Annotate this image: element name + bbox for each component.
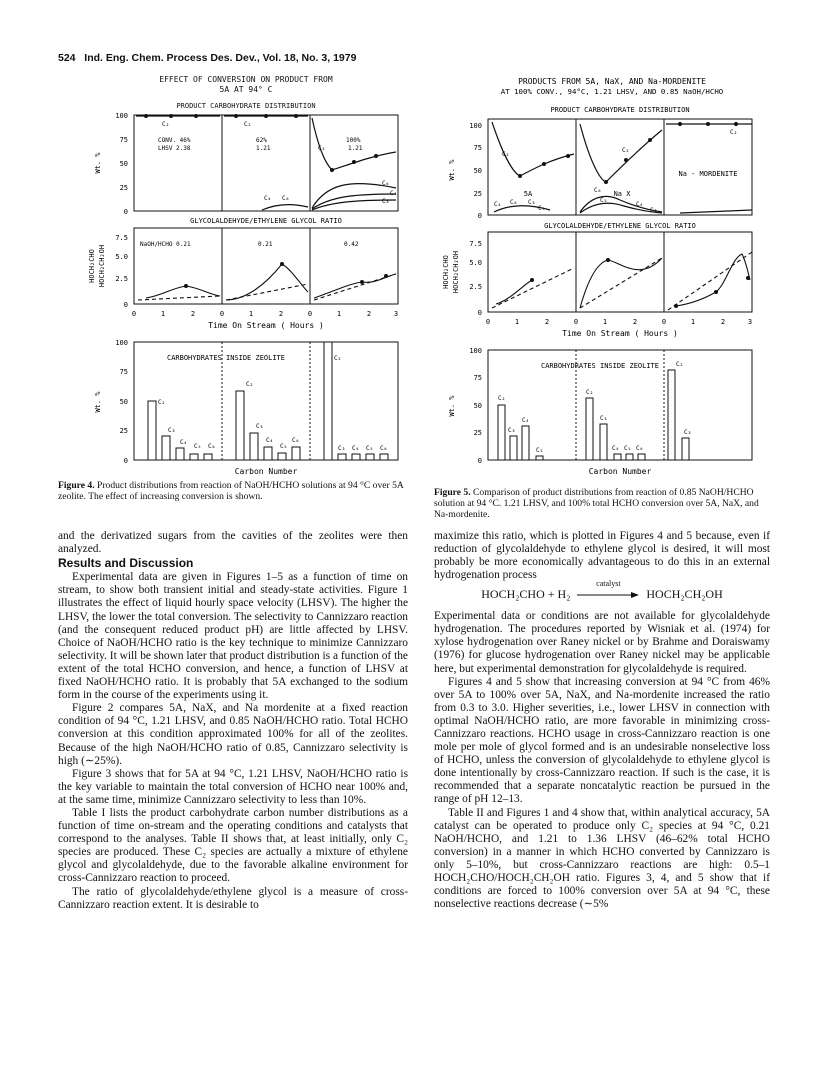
bar	[162, 436, 170, 460]
fig4-panel2-curves	[138, 264, 396, 300]
fig5-panel3-bars	[498, 370, 692, 460]
fig5-xtick: 2	[720, 318, 726, 326]
bar-label: C₅	[280, 443, 288, 450]
fig4-ratio-label-1: NaOH/HCHO 0.21	[140, 241, 191, 248]
fig4-sec2-c2-label: C₂	[244, 121, 252, 128]
fig5-ratio-solid-mordenite	[676, 254, 750, 306]
fig5-p3-ytick-75: 75	[473, 374, 482, 382]
equation-catalyst-label: catalyst	[596, 579, 621, 589]
fig5-panel1-labels	[524, 170, 738, 198]
point	[648, 138, 652, 142]
fig4-p3-ytick-50: 50	[119, 398, 128, 406]
bar	[204, 454, 212, 460]
fig5-xtick: 0	[485, 318, 491, 326]
point	[530, 278, 534, 282]
fig5-panel2-ylabel-numerator: HOCH₂CHO	[442, 255, 450, 289]
fig4-ratio-dashed-3	[314, 274, 396, 300]
point	[734, 122, 738, 126]
fig4-p1-ytick-0: 0	[123, 208, 128, 216]
left-paragraph-5: The ratio of glycolaldehyde/ethylene glycol is a measure of cross-Cannizzaro reaction extent. It is desirable to	[58, 885, 408, 911]
bar-label: C₃	[508, 427, 516, 434]
fig5-panel2-title: GLYCOLALDEHYDE/ETHYLENE GLYCOL RATIO	[544, 222, 696, 230]
fig5-panel2-frame	[488, 232, 752, 312]
point	[606, 258, 610, 262]
fig5-5a-c2-curve	[492, 122, 574, 176]
bar	[510, 436, 517, 460]
bar-label: C₂	[676, 361, 684, 368]
fig4-sec2-label-conv: 62%	[256, 137, 267, 144]
bar	[586, 398, 593, 460]
bar	[148, 401, 156, 460]
figure-4-titles	[159, 75, 333, 110]
fig4-xticks	[132, 310, 398, 318]
fig4-sec3-label-lhsv: 1.21	[348, 145, 363, 152]
hydrogenation-equation	[434, 579, 770, 602]
fig4-sec3-c6-label: C₆	[382, 180, 390, 187]
fig4-sec1-c2-label: C₂	[162, 121, 170, 128]
bar-label: C₂	[158, 399, 166, 406]
fig5-panel2-ylabel-denominator: HOCH₂CH₂OH	[452, 250, 460, 294]
fig5-ratio-solid-5a	[496, 280, 532, 304]
series-label: C₂	[622, 147, 630, 154]
point	[384, 274, 388, 278]
section-heading-results: Results and Discussion	[58, 556, 194, 571]
bar	[536, 456, 543, 460]
bar	[380, 454, 388, 460]
bar-label: C₂	[586, 389, 594, 396]
fig5-panel2-yticks	[469, 240, 482, 317]
equation-reactants: HOCH₂CHO + H₂	[481, 587, 571, 602]
fig4-sec3-c3-label: C₃	[382, 198, 390, 205]
fig5-panel3-yticks	[469, 347, 482, 465]
bar-label: C₃	[256, 423, 264, 430]
fig4-sec1-label-lhsv: LHSV 2.38	[158, 145, 191, 152]
fig5-p3-ytick-25: 25	[473, 429, 482, 437]
fig4-xtick: 2	[278, 310, 284, 318]
figure-5-caption-label: Figure 5.	[434, 487, 471, 498]
page-number: 524	[58, 52, 76, 64]
bar	[626, 454, 633, 460]
bar-label: C₄	[352, 445, 360, 452]
fig4-xtick: 1	[336, 310, 342, 318]
bar	[236, 391, 244, 460]
right-column	[434, 530, 770, 911]
fig5-mordenite-minor-curve	[680, 210, 752, 213]
fig4-p3-ytick-25: 25	[119, 427, 128, 435]
bar	[614, 454, 621, 460]
bar-label: C₅	[194, 443, 202, 450]
point	[714, 290, 718, 294]
point	[184, 284, 188, 288]
fig4-panel2-title: GLYCOLALDEHYDE/ETHYLENE GLYCOL RATIO	[190, 217, 342, 225]
fig4-p2-ytick-7.5: 7.5	[115, 234, 128, 242]
point	[352, 160, 356, 164]
bar	[190, 454, 198, 460]
fig5-xtick: 1	[514, 318, 520, 326]
point	[542, 162, 546, 166]
fig4-p3-ytick-100: 100	[115, 339, 128, 347]
fig5-p2-ytick-2.5: 2.5	[469, 283, 482, 291]
point	[330, 168, 334, 172]
bar-label: C₆	[636, 445, 644, 452]
bar	[600, 424, 607, 460]
left-paragraph-1: Experimental data are given in Figures 1–5 as a function of time on stream, to show both transient initial and steady-state activities. Figure 1 illustrates the effect of liquid hourly space velocity (LHSV). The higher the LHSV, the lower the total conversion. The selectivity to Cannizzaro reaction (and the consequent reduced product pH) are little affected by LHSV. Choice of NaOH/HCHO ratio is the key technique to minimize Cannizzaro selectivity. It will be shown later that product distribution is a function of the extent of the total HCHO conversion, and hence, a function of LHSV at fixed NaOH/HCHO ratio. It is probably that 5A exchanged to the sodium form in the course of the experiments using it.	[58, 571, 408, 702]
fig5-p2-ytick-5.0: 5.0	[469, 259, 482, 267]
fig5-p3-ytick-0: 0	[477, 457, 482, 465]
point	[280, 262, 284, 266]
bar	[250, 433, 258, 460]
figure-5	[440, 72, 760, 482]
bar-label: C₃	[168, 427, 176, 434]
fig4-sec3-label-conv: 100%	[346, 137, 361, 144]
fig5-p2-ytick-0: 0	[477, 309, 482, 317]
fig4-sec2-c4-label: C₄	[264, 195, 272, 202]
fig4-panel1-ylabel: Wt. %	[94, 152, 102, 174]
series-label: C₄	[636, 201, 644, 208]
bar-label: C₅	[366, 445, 374, 452]
fig5-p1-ytick-75: 75	[473, 144, 482, 152]
running-header	[58, 52, 356, 64]
fig4-p2-ytick-2.5: 2.5	[115, 275, 128, 283]
figure-5-title-line2: AT 100% CONV., 94°C, 1.21 LHSV, AND 0.85 NaOH/HCHO	[500, 87, 724, 96]
fig4-xtick: 0	[219, 310, 225, 318]
bar-label: C₆	[208, 443, 216, 450]
equation-product: HOCH₂CH₂OH	[646, 587, 723, 602]
fig5-p3-ytick-100: 100	[469, 347, 482, 355]
bar	[278, 453, 286, 460]
right-paragraph-3: Figures 4 and 5 show that increasing conversion at 94 °C from 46% over 5A to 100% over 5A, NaX, and Na-mordenite increased the ratio from 0.3 to 3.0. Higher severities, i.e., lower LHSV in connection with optimal NaOH/HCHO ratio, are more favorable in minimizing cross-Cannizzaro reactions. HCHO usage in cross-Cannizzaro reaction is one mole per mole of glycol formed and is an undesirable nonselective loss of HCHO, unless the conversion of glycolaldehyde to ethylene glycol is done intentionally by cross-Cannizzaro reaction. If such is the case, it is recommended that a separate noncatalytic reaction be pursued in the range of pH 12–13.	[434, 675, 770, 806]
figure-5-caption	[434, 487, 770, 520]
bar-label: C₃	[338, 445, 346, 452]
fig4-sec1-label-conv: CONV. 46%	[158, 137, 191, 144]
bar-label: C₆	[292, 437, 300, 444]
bar-label: C₆	[380, 445, 388, 452]
fig5-xtick: 3	[747, 318, 753, 326]
fig5-p3-ytick-50: 50	[473, 402, 482, 410]
point	[360, 280, 364, 284]
figure-5-title-line1: PRODUCTS FROM 5A, NaX, AND Na-MORDENITE	[518, 77, 706, 86]
fig5-panel3-ylabel: Wt. %	[448, 395, 456, 417]
fig4-sec2-c6-label: C₆	[282, 195, 290, 202]
figure-4	[86, 70, 406, 480]
fig4-panel2-ylabel-numerator: HOCH₂CHO	[88, 249, 96, 283]
fig4-xtick: 0	[131, 310, 137, 318]
bar	[638, 454, 645, 460]
bar-label: C₂	[334, 355, 342, 362]
fig4-p1-ytick-25: 25	[119, 184, 128, 192]
figure-5-caption-text: Comparison of product distributions from reaction of 0.85 NaOH/HCHO solution at 94 °C. 1.21 LHSV, and 100% total HCHO conversion over 5A, NaX, and Na-mordenite.	[434, 487, 759, 520]
series-label: C₃	[528, 199, 536, 206]
bar	[668, 370, 675, 460]
bar	[338, 454, 346, 460]
series-label: C₅	[600, 197, 608, 204]
figure-4-caption	[58, 480, 408, 502]
fig4-panel3-yticks	[115, 339, 128, 465]
fig4-ratio-solid-2	[226, 264, 308, 300]
point	[264, 114, 268, 118]
bar-label: C₂	[246, 381, 254, 388]
bar-label: C₄	[522, 417, 530, 424]
series-label: C₆	[510, 199, 518, 206]
fig4-xtick: 1	[248, 310, 254, 318]
left-paragraph-3: Figure 3 shows that for 5A at 94 °C, 1.21 LHSV, NaOH/HCHO ratio is the key variable to maintain the total conversion of HCHO near 100% and, at the same time, minimize Cannizzaro selectivity to less than 10%.	[58, 767, 408, 806]
right-paragraph-4: Table II and Figures 1 and 4 show that, within analytical accuracy, 5A catalyst can be operated to produce only C₂ species at 94 °C, 0.21 NaOH/HCHO, and 1.21 to 1.36 LHSV (46–62% total HCHO conversion) in a manner in which HCHO converted by Cannizzaro is only 5–10%, but cross-Cannizzaro reactions are high: 0.5–1 HOCH₂CHO/HOCH₂CH₂OH ratio. Figures 3, 4, and 5 show that if conditions are forced to 100% conversion over 5A at 94 °C, these nonselective reactions decrease (∼5%	[434, 806, 770, 911]
fig5-xtick: 2	[544, 318, 550, 326]
bar-label: C₃	[684, 429, 692, 436]
left-intro-paragraph: and the derivatized sugars from the cavities of the zeolites were then analyzed.	[58, 530, 408, 556]
fig4-ratio-dashed-2	[226, 284, 308, 300]
fig4-p3-ytick-0: 0	[123, 457, 128, 465]
figure-4-title-line1: EFFECT OF CONVERSION ON PRODUCT FROM	[159, 75, 333, 84]
fig5-panel3-bar-labels	[498, 361, 691, 454]
bar-label: C₅	[536, 447, 544, 454]
series-label: C₃	[650, 207, 658, 214]
fig4-panel2-ylabel-denominator: HOCH₂CH₂OH	[98, 244, 106, 288]
fig5-panel1-yticks	[469, 122, 482, 220]
fig4-ratio-label-3: 0.42	[344, 241, 359, 248]
fig5-panel2-points	[530, 258, 750, 308]
figure-5-titles	[501, 77, 724, 114]
bar	[522, 426, 529, 460]
point	[706, 122, 710, 126]
left-paragraph-4: Table I lists the product carbohydrate carbon number distributions as a function of time on-stream and the operating conditions and catalysts that correspond to the analyses. Table II shows that, at least initially, only C₂ species are produced. These C₂ species are actually a mixture of ethylene glycol and glycolaldehyde, due to the favorable alkaline environment for cross-Cannizzaro reaction to proceed.	[58, 806, 408, 885]
fig5-xtick: 0	[661, 318, 667, 326]
bar	[682, 438, 689, 460]
bar-label: C₄	[612, 445, 620, 452]
figure-4-caption-text: Product distributions from reaction of NaOH/HCHO solutions at 94 °C over 5A zeolite. The effect of increasing conversion is shown.	[58, 480, 404, 502]
fig5-p1-ytick-25: 25	[473, 190, 482, 198]
equation-arrow	[577, 579, 639, 602]
bar-label: C₂	[498, 395, 506, 402]
series-label: C₂	[502, 151, 510, 158]
fig5-cat-mordenite: Na - MORDENITE	[678, 170, 738, 178]
fig5-panel3-title: CARBOHYDRATES INSIDE ZEOLITE	[540, 362, 660, 370]
fig5-p2-ytick-7.5: 7.5	[469, 240, 482, 248]
fig4-sec2-label-lhsv: 1.21	[256, 145, 271, 152]
fig5-xtick: 1	[690, 318, 696, 326]
fig5-cat-nax: Na X	[613, 190, 631, 198]
point	[566, 154, 570, 158]
point	[374, 154, 378, 158]
fig5-xtick: 0	[573, 318, 579, 326]
fig4-xlabel: Time On Stream ( Hours )	[208, 321, 324, 330]
fig5-panel1-ylabel: Wt. %	[448, 159, 456, 181]
point	[518, 174, 522, 178]
fig4-panel3-title: CARBOHYDRATES INSIDE ZEOLITE	[166, 354, 286, 362]
reaction-arrow-icon	[577, 591, 639, 599]
fig4-panel1-labels	[158, 121, 397, 205]
fig5-panel3-xlabel: Carbon Number	[588, 467, 652, 476]
bar-label: C₅	[624, 445, 632, 452]
figure-4-title-line2: 5A AT 94° C	[219, 85, 273, 94]
bar	[176, 448, 184, 460]
fig4-p3-ytick-75: 75	[119, 368, 128, 376]
fig4-xtick: 2	[366, 310, 372, 318]
figure-4-caption-label: Figure 4.	[58, 480, 95, 491]
fig4-panel1-yticks	[115, 112, 128, 216]
left-paragraph-2: Figure 2 compares 5A, NaX, and Na mordenite at a fixed reaction condition of 94 °C, 1.21 LHSV, and 0.85 NaOH/HCHO ratio. Total HCHO conversion at this condition approximated 100% for all of the zeolites. Because of the high NaOH/HCHO ratio of 0.85, Cannizzaro selectivity is high (∼25%).	[58, 702, 408, 767]
fig4-panel3-xlabel: Carbon Number	[234, 467, 298, 476]
bar	[352, 454, 360, 460]
fig5-xtick: 1	[602, 318, 608, 326]
fig4-xtick: 1	[160, 310, 166, 318]
fig5-cat-5a: 5A	[523, 190, 533, 198]
fig5-xtick: 2	[632, 318, 638, 326]
bar	[264, 447, 272, 460]
series-label: C₆	[594, 187, 602, 194]
fig4-panel2-points	[184, 262, 388, 288]
fig5-ratio-dashed-5a	[492, 268, 574, 308]
point	[624, 158, 628, 162]
point	[234, 114, 238, 118]
fig5-p1-ytick-50: 50	[473, 167, 482, 175]
point	[604, 180, 608, 184]
fig4-panel2-frame	[134, 228, 398, 304]
fig4-panel3-ylabel: Wt. %	[94, 391, 102, 413]
bar	[366, 454, 374, 460]
fig4-sec3-c4-label: C₄	[390, 190, 398, 197]
series-label: C₄	[494, 201, 502, 208]
figure-4-panel1-title: PRODUCT CARBOHYDRATE DISTRIBUTION	[176, 102, 316, 110]
fig5-ratio-dashed-mordenite	[668, 252, 752, 310]
fig5-xticks	[486, 318, 752, 326]
fig4-sec3-c2-label: C₂	[318, 145, 326, 152]
fig4-panel2-ratio-labels	[140, 241, 359, 248]
fig4-xtick: 2	[190, 310, 196, 318]
fig4-ratio-label-2: 0.21	[258, 241, 273, 248]
right-paragraph-1: maximize this ratio, which is plotted in Figures 4 and 5 because, even if reduction of glycolaldehyde to ethylene glycol is desired, it will most probably be more economically advantageous to do this in an external hydrogenation process	[434, 530, 770, 582]
point	[746, 276, 750, 280]
fig4-p1-ytick-75: 75	[119, 136, 128, 144]
bar-label: C₄	[180, 439, 188, 446]
fig4-panel2-yticks	[115, 234, 128, 309]
journal-citation: Ind. Eng. Chem. Process Des. Dev., Vol. 18, No. 3, 1979	[84, 52, 357, 64]
bar	[498, 405, 505, 460]
fig5-nax-c2-curve	[580, 124, 662, 182]
bar	[324, 342, 332, 460]
series-label: C₂	[730, 129, 738, 136]
point	[169, 114, 173, 118]
fig4-p2-ytick-0: 0	[123, 301, 128, 309]
fig4-p1-ytick-50: 50	[119, 160, 128, 168]
fig5-p1-ytick-100: 100	[469, 122, 482, 130]
fig4-sec2-minor-curve	[262, 205, 308, 210]
point	[144, 114, 148, 118]
fig4-xtick: 3	[393, 310, 399, 318]
fig4-xtick: 0	[307, 310, 313, 318]
left-column	[58, 530, 408, 912]
fig4-ratio-dashed-1	[138, 296, 220, 300]
point	[294, 114, 298, 118]
fig4-p1-ytick-100: 100	[115, 112, 128, 120]
bar-label: C₃	[600, 415, 608, 422]
point	[678, 122, 682, 126]
bar	[292, 447, 300, 460]
fig4-p2-ytick-5.0: 5.0	[115, 253, 128, 261]
series-label: C₅	[538, 205, 546, 212]
point	[194, 114, 198, 118]
right-paragraph-2: Experimental data or conditions are not available for glycolaldehyde hydrogenation. The procedures reported by Wisniak et al. (1974) for xylose hydrogenation over Raney nickel or by Brahme and Doraiswamy (1976) for glucose hydrogenation over Raney nickel may be applicable here, but experimental demonstration for glycolaldehyde is required.	[434, 610, 770, 675]
point	[674, 304, 678, 308]
figure-5-panel1-title: PRODUCT CARBOHYDRATE DISTRIBUTION	[550, 106, 690, 114]
fig4-panel3-bar-labels	[158, 355, 387, 452]
fig5-xlabel: Time On Stream ( Hours )	[562, 329, 678, 338]
bar-label: C₄	[266, 437, 274, 444]
fig5-p1-ytick-0: 0	[477, 212, 482, 220]
